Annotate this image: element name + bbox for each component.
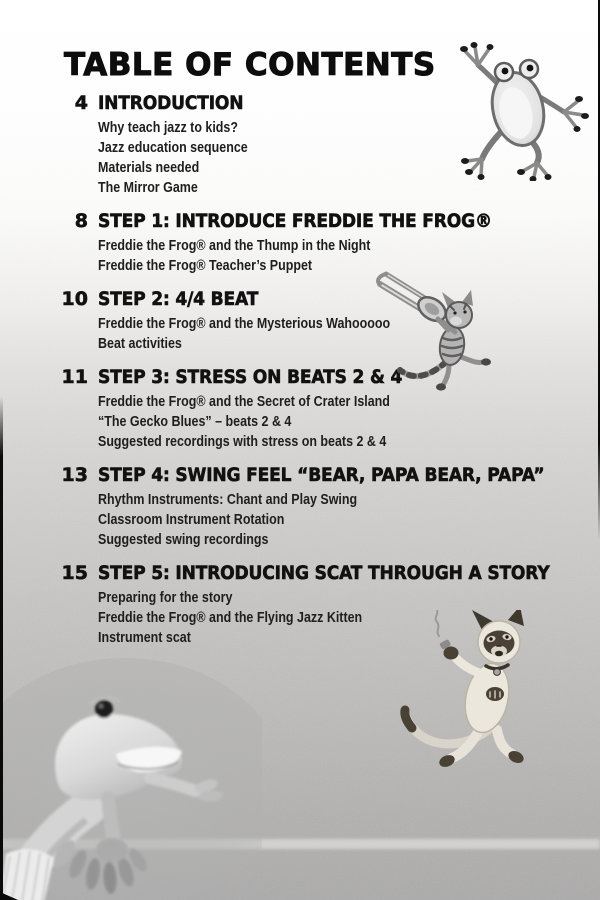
toc-list [60, 92, 560, 660]
toc-heading: STEP 4: SWING FEEL “BEAR, PAPA BEAR, PAPA” [98, 464, 545, 486]
toc-page-number: 10 [61, 288, 88, 310]
toc-item: Suggested recordings with stress on beats 2 & 4 [98, 434, 387, 450]
toc-item: Preparing for the story [98, 590, 233, 606]
toc-page-number: 15 [61, 562, 88, 584]
toc-entry-step1 [60, 210, 560, 276]
toc-item: Why teach jazz to kids? [98, 120, 238, 136]
toc-item: Materials needed [98, 160, 200, 176]
toc-item: Jazz education sequence [98, 140, 248, 156]
toc-subitems [98, 392, 560, 452]
toc-subitems [98, 236, 560, 276]
toc-item: “The Gecko Blues” – beats 2 & 4 [98, 414, 292, 430]
toc-subitems [98, 490, 560, 550]
toc-entry-heading-row [60, 562, 560, 584]
toc-item: Freddie the Frog® and the Thump in the Night [98, 238, 371, 254]
toc-item: Freddie the Frog® and the Flying Jazz Kitten [98, 610, 363, 626]
toc-entry-heading-row [60, 288, 560, 310]
toc-entry-step4 [60, 464, 560, 550]
toc-subitems [98, 118, 560, 198]
toc-item: Freddie the Frog® Teacher’s Puppet [98, 258, 313, 274]
page-corner-bottom-left [0, 892, 18, 900]
toc-entry-heading-row [60, 92, 560, 114]
toc-subitems [98, 588, 560, 648]
toc-item: Beat activities [98, 336, 182, 352]
toc-item: Rhythm Instruments: Chant and Play Swing [98, 492, 358, 508]
toc-subitems [98, 314, 560, 354]
toc-item: Freddie the Frog® and the Secret of Crater Island [98, 394, 390, 410]
toc-item: Instrument scat [98, 630, 191, 646]
toc-entry-heading-row [60, 210, 560, 232]
page-title: TABLE OF CONTENTS [64, 46, 436, 83]
page-edge-left [0, 396, 3, 900]
toc-item: The Mirror Game [98, 180, 198, 196]
toc-entry-step2 [60, 288, 560, 354]
toc-page-number: 11 [61, 366, 88, 388]
toc-item: Classroom Instrument Rotation [98, 512, 285, 528]
toc-entry-introduction [60, 92, 560, 198]
toc-item: Suggested swing recordings [98, 532, 269, 548]
toc-page-number: 13 [61, 464, 88, 486]
toc-heading: STEP 3: STRESS ON BEATS 2 & 4 [98, 366, 403, 388]
toc-entry-step5 [60, 562, 560, 648]
toc-entry-step3 [60, 366, 560, 452]
frog-puppet-photo [0, 658, 262, 900]
toc-heading: STEP 1: INTRODUCE FREDDIE THE FROG® [98, 210, 492, 232]
toc-page-number: 8 [74, 210, 88, 232]
toc-entry-heading-row [60, 464, 560, 486]
toc-item: Freddie the Frog® and the Mysterious Wahooooo [98, 316, 391, 332]
toc-heading: INTRODUCTION [98, 92, 244, 114]
toc-page-number: 4 [74, 92, 88, 114]
paper-fold-highlight [0, 839, 600, 849]
toc-heading: STEP 5: INTRODUCING SCAT THROUGH A STORY [98, 562, 550, 584]
toc-entry-heading-row [60, 366, 560, 388]
toc-heading: STEP 2: 4/4 BEAT [98, 288, 259, 310]
